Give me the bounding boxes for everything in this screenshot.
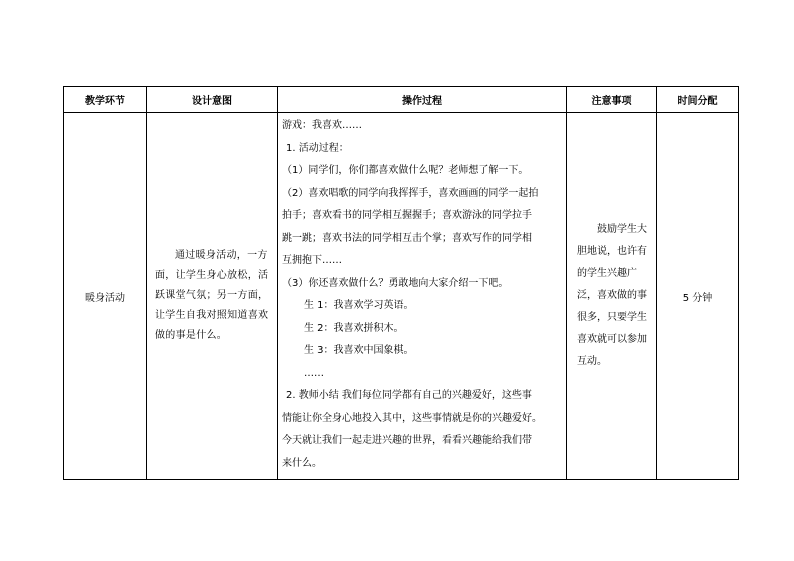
procedure-line: （2）喜欢唱歌的同学向我挥挥手，喜欢画画的同学一起拍 xyxy=(282,187,539,199)
stage-cell xyxy=(64,113,147,480)
intent-cell xyxy=(147,113,278,480)
notes-text: 鼓励学生大胆地说，也许有的学生兴趣广泛，喜欢做的事很多，只要学生喜欢就可以参加互动。 xyxy=(577,224,647,367)
lesson-plan-table xyxy=(63,86,739,480)
header-notes: 注意事项 xyxy=(567,87,657,113)
procedure-line: （1）同学们，你们都喜欢做什么呢？老师想了解一下。 xyxy=(282,165,529,176)
procedure-line: 今天就让我们一起走进兴趣的世界，看看兴趣能给我们带 xyxy=(282,435,532,446)
table-row xyxy=(64,113,739,480)
header-time-allocation: 时间分配 xyxy=(657,87,739,113)
header-procedure: 操作过程 xyxy=(278,87,567,113)
procedure-line: …… xyxy=(304,367,324,379)
procedure-line: 生 2：我喜欢拼积木。 xyxy=(304,322,404,334)
header-design-intent: 设计意图 xyxy=(147,87,278,113)
notes-cell xyxy=(567,113,657,480)
procedure-line: 1. 活动过程： xyxy=(286,142,349,154)
header-row xyxy=(64,87,739,113)
time-text: 5 分钟 xyxy=(682,292,713,304)
header-teaching-stage: 教学环节 xyxy=(64,87,147,113)
time-cell xyxy=(657,113,739,480)
procedure-line: 来什么。 xyxy=(282,457,322,469)
procedure-line: 互拥抱下…… xyxy=(282,255,342,266)
procedure-line: 情能让你全身心地投入其中，这些事情就是你的兴趣爱好。 xyxy=(282,412,542,424)
procedure-line: 跳一跳；喜欢书法的同学相互击个掌；喜欢写作的同学相 xyxy=(282,232,532,244)
procedure-cell xyxy=(278,113,567,480)
procedure-line: （3）你还喜欢做什么？勇敢地向大家介绍一下吧。 xyxy=(282,277,509,289)
procedure-line: 生 3：我喜欢中国象棋。 xyxy=(304,345,414,356)
stage-text: 暖身活动 xyxy=(85,292,125,304)
procedure-line: 拍手；喜欢看书的同学相互握握手；喜欢游泳的同学拉手 xyxy=(282,210,532,221)
procedure-line: 2. 教师小结 我们每位同学都有自己的兴趣爱好，这些事 xyxy=(286,390,532,401)
procedure-line: 游戏：我喜欢…… xyxy=(282,120,362,131)
intent-text: 通过暖身活动，一方面，让学生身心放松，活跃课堂气氛；另一方面，让学生自我对照知道喜欢做的事是什么。 xyxy=(155,250,269,341)
procedure-line: 生 1：我喜欢学习英语。 xyxy=(304,300,414,311)
